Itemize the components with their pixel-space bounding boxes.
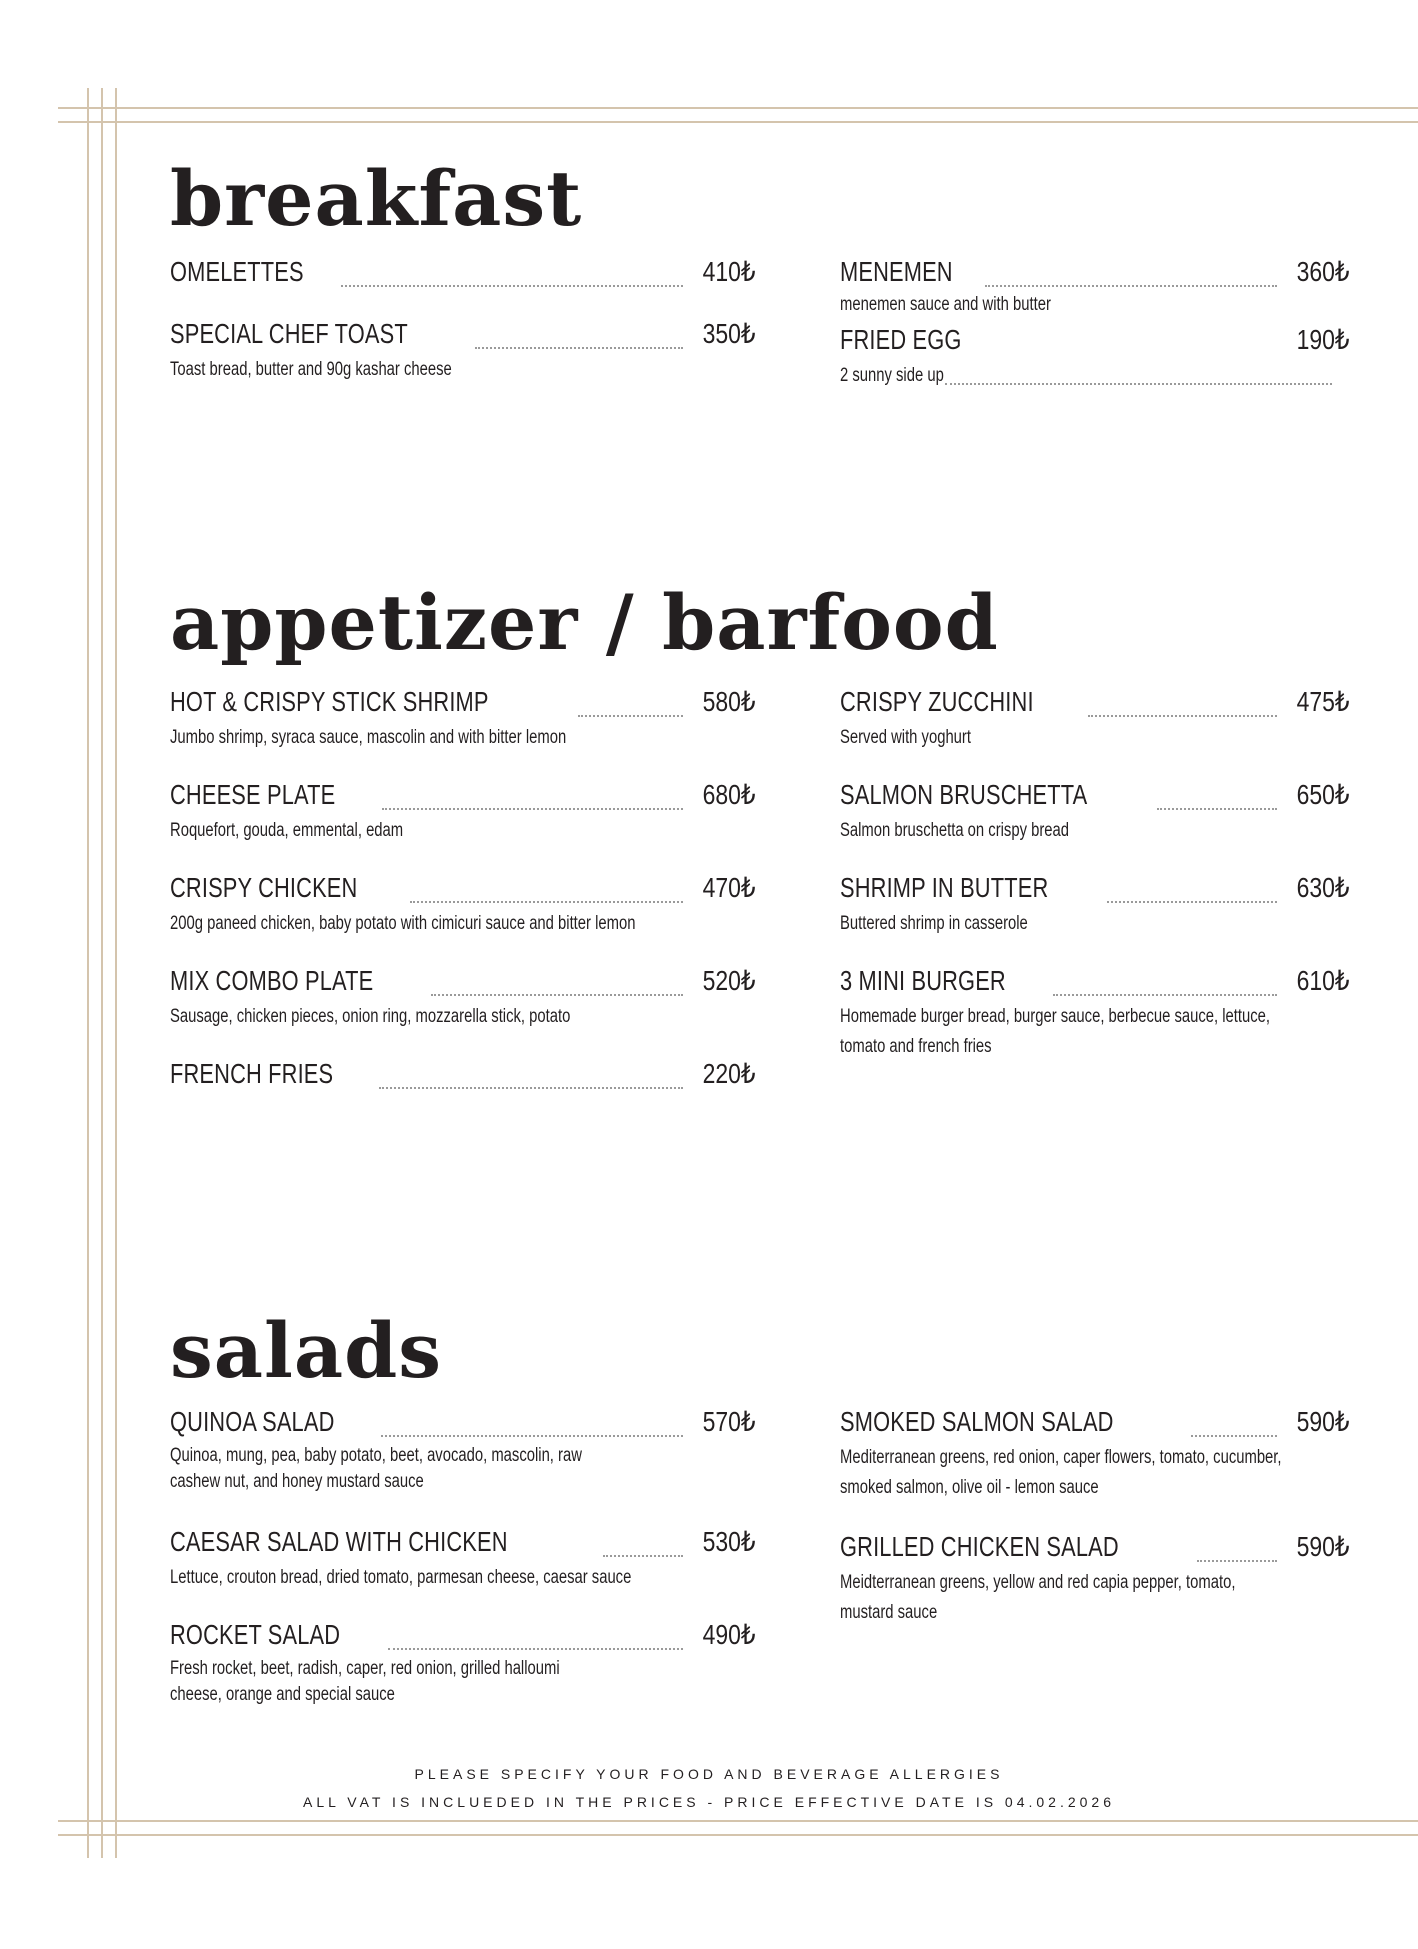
item-price: 590₺ (1297, 1531, 1350, 1562)
item-price: 610₺ (1297, 965, 1350, 996)
item-name: HOT & CRISPY STICK SHRIMP (170, 686, 489, 717)
item-name: OMELETTES (170, 256, 304, 287)
item-price: 650₺ (1297, 779, 1350, 810)
footer-notice (0, 1760, 1418, 1816)
section-title-salads: salads (170, 1306, 443, 1395)
menu-item (170, 255, 756, 295)
item-description: 200g paneed chicken, baby potato with cimicuri sauce and bitter lemon (170, 913, 636, 934)
item-description: Fresh rocket, beet, radish, caper, red onion, grilled halloumi cheese, orange and special sauce (170, 1658, 560, 1705)
item-price: 475₺ (1297, 686, 1350, 717)
item-name: 3 MINI BURGER (840, 965, 1006, 996)
vat-notice: ALL VAT IS INCLUEDED IN THE PRICES - PRICE EFFECTIVE DATE IS 04.02.2026 (302, 1794, 1115, 1810)
dot-leader (985, 285, 1278, 287)
dot-leader (1088, 715, 1277, 717)
frame-line-left-2 (101, 88, 103, 1858)
frame-line-bottom-2 (58, 1834, 1418, 1836)
item-description: Homemade burger bread, burger sauce, berbecue sauce, lettuce, tomato and french fries (840, 1006, 1271, 1057)
item-description: Toast bread, butter and 90g kashar cheese (170, 359, 452, 380)
menu-item (840, 255, 1350, 317)
dot-leader (1191, 1435, 1278, 1437)
salads-section (170, 1305, 1350, 1725)
item-name: ROCKET SALAD (170, 1619, 341, 1650)
menu-item (170, 1405, 756, 1495)
dot-leader (603, 1555, 684, 1557)
item-price: 410₺ (703, 256, 756, 287)
dot-leader (382, 808, 684, 810)
dot-leader (388, 1648, 683, 1650)
menu-item (170, 685, 756, 753)
frame-line-top-1 (58, 107, 1418, 109)
menu-item (170, 1057, 756, 1097)
dot-leader (1197, 1560, 1277, 1562)
frame-line-left-3 (115, 88, 117, 1858)
item-description: Roquefort, gouda, emmental, edam (170, 820, 404, 841)
item-price: 580₺ (703, 686, 756, 717)
menu-item (840, 778, 1350, 846)
item-name: CHEESE PLATE (170, 779, 336, 810)
dot-leader (1157, 808, 1277, 810)
item-price: 680₺ (703, 779, 756, 810)
breakfast-section (170, 155, 1350, 415)
item-name: GRILLED CHICKEN SALAD (840, 1531, 1119, 1562)
dot-leader (381, 1435, 684, 1437)
allergy-notice: PLEASE SPECIFY YOUR FOOD AND BEVERAGE ALLERGIES (414, 1766, 1004, 1782)
item-description: Mediterranean greens, red onion, caper flowers, tomato, cucumber, smoked salmon, olive oil - lemon sauce (840, 1447, 1282, 1498)
menu-item (840, 685, 1350, 753)
menu-item (170, 778, 756, 846)
item-price: 360₺ (1297, 256, 1350, 287)
item-price: 630₺ (1297, 872, 1350, 903)
item-price: 590₺ (1297, 1406, 1350, 1437)
appetizer-section (170, 578, 1350, 1145)
item-price: 350₺ (703, 318, 756, 349)
frame-line-top-2 (58, 121, 1418, 123)
dot-leader (475, 347, 684, 349)
item-name: FRENCH FRIES (170, 1058, 334, 1089)
dot-leader (578, 715, 683, 717)
item-description: Meidterranean greens, yellow and red capia pepper, tomato, mustard sauce (840, 1572, 1236, 1623)
item-description: Jumbo shrimp, syraca sauce, mascolin and with bitter lemon (170, 727, 567, 748)
frame-line-left-1 (87, 88, 89, 1858)
dot-leader (431, 994, 684, 996)
item-price: 220₺ (703, 1058, 756, 1089)
item-description: Served with yoghurt (840, 727, 971, 748)
item-description: menemen sauce and with butter (840, 294, 1051, 315)
item-description: Salmon bruschetta on crispy bread (840, 820, 1070, 841)
item-name: SHRIMP IN BUTTER (840, 872, 1049, 903)
item-name: MENEMEN (840, 256, 953, 287)
item-price: 520₺ (703, 965, 756, 996)
item-price: 530₺ (703, 1526, 756, 1557)
menu-item (170, 1525, 756, 1593)
item-description: 2 sunny side up (840, 365, 944, 386)
item-name: CRISPY ZUCCHINI (840, 686, 1034, 717)
dot-leader (945, 383, 1332, 385)
item-name: QUINOA SALAD (170, 1406, 335, 1437)
item-name: FRIED EGG (840, 324, 962, 355)
item-name: SPECIAL CHEF TOAST (170, 318, 408, 349)
item-price: 570₺ (703, 1406, 756, 1437)
menu-item (840, 1530, 1350, 1628)
menu-item (840, 323, 1350, 391)
menu-item (170, 317, 756, 385)
item-price: 190₺ (1297, 324, 1350, 355)
item-description: Quinoa, mung, pea, baby potato, beet, avocado, mascolin, raw cashew nut, and honey mustard sauce (170, 1445, 582, 1492)
menu-item (840, 871, 1350, 939)
section-title-breakfast: breakfast (170, 154, 583, 243)
item-name: CAESAR SALAD WITH CHICKEN (170, 1526, 508, 1557)
dot-leader (410, 901, 683, 903)
item-description: Buttered shrimp in casserole (840, 913, 1028, 934)
item-price: 490₺ (703, 1619, 756, 1650)
dot-leader (1107, 901, 1277, 903)
dot-leader (379, 1087, 683, 1089)
menu-item (170, 964, 756, 1032)
section-title-appetizer: appetizer / barfood (170, 578, 999, 667)
dot-leader (341, 285, 683, 287)
item-description: Lettuce, crouton bread, dried tomato, parmesan cheese, caesar sauce (170, 1567, 632, 1588)
menu-item (840, 1405, 1350, 1503)
item-name: CRISPY CHICKEN (170, 872, 358, 903)
menu-item (840, 964, 1350, 1062)
menu-item (170, 871, 756, 939)
frame-line-bottom-1 (58, 1820, 1418, 1822)
item-name: MIX COMBO PLATE (170, 965, 374, 996)
item-name: SALMON BRUSCHETTA (840, 779, 1088, 810)
menu-item (170, 1618, 756, 1708)
item-price: 470₺ (703, 872, 756, 903)
item-description: Sausage, chicken pieces, onion ring, mozzarella stick, potato (170, 1006, 571, 1027)
dot-leader (1053, 994, 1278, 996)
item-name: SMOKED SALMON SALAD (840, 1406, 1114, 1437)
